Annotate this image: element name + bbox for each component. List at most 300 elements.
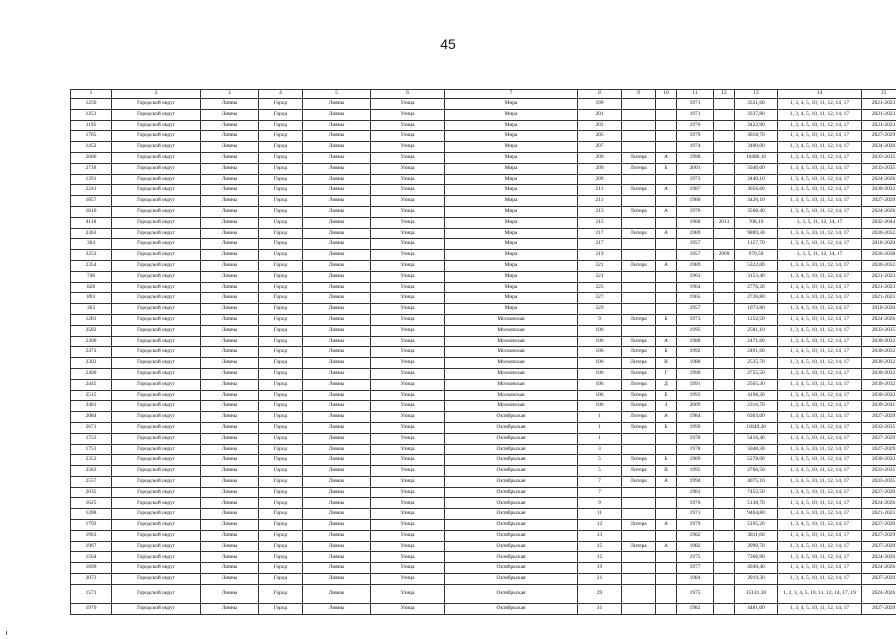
construction-year-cell: 1979 [677, 520, 714, 531]
house-number-cell: 106 [578, 347, 622, 358]
building-letter-cell [656, 487, 677, 498]
planned-period-cell: 2030-2032 [862, 379, 896, 390]
street-cell: Мира [445, 142, 578, 153]
planned-period-cell: 2018-2020 [862, 239, 896, 250]
reconstruction-year-cell [714, 476, 735, 487]
building-letter-cell: А [656, 228, 677, 239]
house-number-cell: 13 [578, 530, 622, 541]
street-type-cell: Улица [371, 282, 445, 293]
building-letter-cell: Б [656, 314, 677, 325]
work-types-cell: 1, 3, 4, 5, 10, 11, 12, 14, 17 [778, 293, 862, 304]
table-row [71, 217, 896, 228]
construction-year-cell: 1976 [677, 206, 714, 217]
municipality-type-cell: Городской округ [112, 444, 201, 455]
area-cell: 7366,90 [735, 552, 778, 563]
settlement-cell: Ливны [303, 379, 371, 390]
planned-period-cell: 2033-2035 [862, 422, 896, 433]
area-cell: 5640,00 [735, 163, 778, 174]
street-type-cell: Улица [371, 206, 445, 217]
municipality-cell: Ливны [201, 433, 259, 444]
building-letter-label-cell: Литера [622, 390, 656, 401]
municipality-type-cell: Городской округ [112, 239, 201, 250]
planned-period-cell: 2021-2023 [862, 509, 896, 520]
street-cell: Московская [445, 314, 578, 325]
municipality-type-cell: Городской округ [112, 325, 201, 336]
street-type-cell: Улица [371, 563, 445, 574]
settlement-cell: Ливны [303, 260, 371, 271]
planned-period-cell: 2030-2032 [862, 390, 896, 401]
planned-period-cell: 2030-2032 [862, 185, 896, 196]
street-type-cell: Улица [371, 541, 445, 552]
settlement-cell: Ливны [303, 271, 371, 282]
planned-period-cell: 2021-2023 [862, 271, 896, 282]
work-types-cell: 1, 3, 4, 5, 10, 11, 12, 14, 17 [778, 336, 862, 347]
municipality-cell: Ливны [201, 584, 259, 603]
municipality-cell: Ливны [201, 282, 259, 293]
table-row [71, 228, 896, 239]
settlement-cell: Ливны [303, 563, 371, 574]
street-type-cell: Улица [371, 325, 445, 336]
area-cell: 9464,80 [735, 509, 778, 520]
building-letter-cell: А [656, 206, 677, 217]
building-letter-cell [656, 120, 677, 131]
table-row [71, 476, 896, 487]
house-number-cell: 227 [578, 293, 622, 304]
work-types-cell: 1, 3, 4, 5, 10, 11, 12, 14, 17 [778, 239, 862, 250]
street-type-cell: Улица [371, 520, 445, 531]
work-types-cell: 1, 3, 4, 5, 10, 11, 12, 14, 17 [778, 574, 862, 585]
area-cell: 15141,30 [735, 584, 778, 603]
area-cell: 4481,00 [735, 603, 778, 614]
settlement-type-cell: Город [259, 239, 303, 250]
area-cell: 3440,10 [735, 174, 778, 185]
settlement-type-cell: Город [259, 466, 303, 477]
municipality-type-cell: Городской округ [112, 552, 201, 563]
id-cell: 2583 [71, 466, 112, 477]
id-cell: 2363 [71, 228, 112, 239]
building-letter-label-cell: Литера [622, 163, 656, 174]
area-cell: 2471,60 [735, 336, 778, 347]
construction-year-cell: 1975 [677, 552, 714, 563]
reconstruction-year-cell [714, 584, 735, 603]
area-cell: 1127,70 [735, 239, 778, 250]
street-cell: Октябрьская [445, 422, 578, 433]
house-number-cell: 217 [578, 228, 622, 239]
reconstruction-year-cell [714, 239, 735, 250]
settlement-type-cell: Город [259, 603, 303, 614]
work-types-cell: 1, 3, 4, 5, 10, 11, 12, 14, 17 [778, 163, 862, 174]
reconstruction-year-cell [714, 293, 735, 304]
work-types-cell: 1, 3, 4, 5, 10, 11, 12, 14, 17 [778, 347, 862, 358]
work-types-cell: 1, 3, 4, 5, 10, 11, 12, 14, 17 [778, 152, 862, 163]
id-cell: 1195 [71, 120, 112, 131]
work-types-cell: 1, 3, 4, 5, 10, 11, 12, 14, 17 [778, 228, 862, 239]
reconstruction-year-cell [714, 347, 735, 358]
municipality-cell: Ливны [201, 347, 259, 358]
planned-period-cell: 2024-2026 [862, 174, 896, 185]
street-type-cell: Улица [371, 603, 445, 614]
id-cell: 2445 [71, 379, 112, 390]
street-cell: Октябрьская [445, 552, 578, 563]
construction-year-cell: 1991 [677, 379, 714, 390]
planned-period-cell: 2027-2029 [862, 541, 896, 552]
building-letter-label-cell: Литера [622, 314, 656, 325]
id-cell: 2354 [71, 260, 112, 271]
building-letter-cell [656, 142, 677, 153]
house-number-cell: 31 [578, 603, 622, 614]
settlement-type-cell: Город [259, 271, 303, 282]
house-number-cell: 1 [578, 433, 622, 444]
municipality-type-cell: Городской округ [112, 498, 201, 509]
table-row [71, 487, 896, 498]
settlement-cell: Ливны [303, 239, 371, 250]
area-cell: 3056,60 [735, 185, 778, 196]
area-cell: 4198,30 [735, 390, 778, 401]
street-cell: Мира [445, 99, 578, 110]
column-header: 9 [622, 90, 656, 99]
building-letter-label-cell [622, 239, 656, 250]
planned-period-cell: 2033-2035 [862, 152, 896, 163]
id-cell: 2515 [71, 390, 112, 401]
settlement-cell: Ливны [303, 422, 371, 433]
reconstruction-year-cell [714, 509, 735, 520]
house-number-cell: 209 [578, 174, 622, 185]
work-types-cell: 1, 3, 4, 5, 10, 11, 12, 14, 17 [778, 455, 862, 466]
municipality-cell: Ливны [201, 455, 259, 466]
municipality-cell: Ливны [201, 444, 259, 455]
house-number-cell: 106 [578, 358, 622, 369]
street-type-cell: Улица [371, 120, 445, 131]
table-row [71, 109, 896, 120]
house-number-cell: 211 [578, 196, 622, 207]
building-letter-label-cell [622, 584, 656, 603]
street-type-cell: Улица [371, 358, 445, 369]
id-cell: 1963 [71, 530, 112, 541]
street-cell: Московская [445, 368, 578, 379]
building-letter-cell: А [656, 520, 677, 531]
building-letter-label-cell: Литера [622, 336, 656, 347]
municipality-type-cell: Городской округ [112, 152, 201, 163]
settlement-type-cell: Город [259, 163, 303, 174]
street-cell: Октябрьская [445, 603, 578, 614]
settlement-type-cell: Город [259, 401, 303, 412]
municipality-cell: Ливны [201, 358, 259, 369]
area-cell: 3400,00 [735, 142, 778, 153]
area-cell: 3337,80 [735, 109, 778, 120]
planned-period-cell: 2033-2035 [862, 163, 896, 174]
settlement-cell: Ливны [303, 304, 371, 315]
house-number-cell: 11 [578, 509, 622, 520]
municipality-type-cell: Городской округ [112, 217, 201, 228]
street-cell: Мира [445, 131, 578, 142]
municipality-cell: Ливны [201, 142, 259, 153]
construction-year-cell: 1971 [677, 109, 714, 120]
id-cell: 1970 [71, 603, 112, 614]
settlement-type-cell: Город [259, 552, 303, 563]
planned-period-cell: 2021-2023 [862, 120, 896, 131]
work-types-cell: 1, 3, 4, 5, 10, 11, 12, 14, 17 [778, 99, 862, 110]
area-cell: 2755,50 [735, 368, 778, 379]
settlement-cell: Ливны [303, 196, 371, 207]
building-letter-label-cell: Литера [622, 228, 656, 239]
reconstruction-year-cell [714, 390, 735, 401]
house-number-cell: 19 [578, 563, 622, 574]
building-letter-label-cell [622, 282, 656, 293]
building-letter-cell: Б [656, 347, 677, 358]
house-number-cell: 217 [578, 239, 622, 250]
id-cell: 828 [71, 282, 112, 293]
settlement-type-cell: Город [259, 584, 303, 603]
building-letter-label-cell [622, 433, 656, 444]
building-letter-label-cell [622, 217, 656, 228]
work-types-cell: 1, 3, 4, 5, 10, 11, 12, 14, 17 [778, 131, 862, 142]
building-letter-label-cell [622, 603, 656, 614]
work-types-cell: 1, 3, 4, 5, 10, 11, 12, 14, 17 [778, 174, 862, 185]
settlement-type-cell: Город [259, 336, 303, 347]
municipality-type-cell: Городской округ [112, 368, 201, 379]
id-cell: 1250 [71, 99, 112, 110]
house-number-cell: 15 [578, 541, 622, 552]
table-row [71, 325, 896, 336]
table-row [71, 530, 896, 541]
municipality-cell: Ливны [201, 498, 259, 509]
municipality-type-cell: Городской округ [112, 422, 201, 433]
table-row [71, 379, 896, 390]
municipality-cell: Ливны [201, 487, 259, 498]
construction-year-cell: 1990 [677, 368, 714, 379]
street-cell: Октябрьская [445, 412, 578, 423]
table-row [71, 282, 896, 293]
street-cell: Октябрьская [445, 433, 578, 444]
house-number-cell: 209 [578, 152, 622, 163]
settlement-cell: Ливны [303, 152, 371, 163]
municipality-type-cell: Городской округ [112, 541, 201, 552]
area-cell: 979,50 [735, 250, 778, 261]
table-row [71, 347, 896, 358]
building-letter-cell [656, 304, 677, 315]
building-letter-label-cell [622, 487, 656, 498]
construction-year-cell: 1982 [677, 530, 714, 541]
building-letter-label-cell [622, 509, 656, 520]
settlement-type-cell: Город [259, 260, 303, 271]
planned-period-cell: 2024-2026 [862, 142, 896, 153]
planned-period-cell: 2024-2026 [862, 498, 896, 509]
municipality-cell: Ливны [201, 530, 259, 541]
building-letter-label-cell [622, 250, 656, 261]
municipality-cell: Ливны [201, 325, 259, 336]
municipality-type-cell: Городской округ [112, 412, 201, 423]
work-types-cell: 1, 3, 4, 5, 10, 11, 12, 14, 17 [778, 325, 862, 336]
house-number-cell: 219 [578, 250, 622, 261]
reconstruction-year-cell [714, 206, 735, 217]
column-header: 10 [656, 90, 677, 99]
municipality-type-cell: Городской округ [112, 455, 201, 466]
reconstruction-year-cell [714, 541, 735, 552]
id-cell: 2353 [71, 455, 112, 466]
work-types-cell: 1, 3, 5, 11, 12, 14, 17 [778, 250, 862, 261]
work-types-cell: 1, 3, 4, 5, 10, 11, 12, 14, 17 [778, 552, 862, 563]
work-types-cell: 1, 3, 4, 5, 10, 11, 12, 14, 17 [778, 563, 862, 574]
street-cell: Мира [445, 228, 578, 239]
settlement-type-cell: Город [259, 444, 303, 455]
work-types-cell: 1, 3, 4, 5, 10, 11, 12, 14, 17 [778, 120, 862, 131]
construction-year-cell: 1992 [677, 347, 714, 358]
construction-year-cell: 1970 [677, 120, 714, 131]
housing-registry-table [70, 89, 896, 615]
planned-period-cell: 2033-2035 [862, 466, 896, 477]
id-cell: 2300 [71, 336, 112, 347]
construction-year-cell: 1980 [677, 196, 714, 207]
construction-year-cell: 1984 [677, 574, 714, 585]
planned-period-cell: 2042-2044 [862, 217, 896, 228]
reconstruction-year-cell [714, 422, 735, 433]
street-cell: Мира [445, 304, 578, 315]
building-letter-label-cell: Литера [622, 466, 656, 477]
table-header-row [71, 90, 896, 99]
id-cell: 2073 [71, 574, 112, 585]
planned-period-cell: 2036-2038 [862, 250, 896, 261]
building-letter-cell: Г [656, 368, 677, 379]
area-cell: 2316,70 [735, 401, 778, 412]
settlement-type-cell: Город [259, 368, 303, 379]
street-type-cell: Улица [371, 509, 445, 520]
work-types-cell: 1, 3, 4, 5, 10, 11, 12, 14, 17 [778, 412, 862, 423]
area-cell: 5195,20 [735, 520, 778, 531]
planned-period-cell: 2027-2029 [862, 196, 896, 207]
building-letter-cell [656, 325, 677, 336]
table-row [71, 455, 896, 466]
area-cell: 5416,40 [735, 433, 778, 444]
settlement-type-cell: Город [259, 390, 303, 401]
construction-year-cell: 1975 [677, 584, 714, 603]
settlement-type-cell: Город [259, 520, 303, 531]
planned-period-cell: 2021-2023 [862, 99, 896, 110]
building-letter-label-cell: Литера [622, 541, 656, 552]
reconstruction-year-cell: 2013 [714, 217, 735, 228]
building-letter-label-cell: Литера [622, 358, 656, 369]
table-row [71, 304, 896, 315]
house-number-cell: 201 [578, 109, 622, 120]
area-cell: 3618,70 [735, 131, 778, 142]
settlement-type-cell: Город [259, 422, 303, 433]
settlement-type-cell: Город [259, 282, 303, 293]
municipality-cell: Ливны [201, 109, 259, 120]
municipality-cell: Ливны [201, 304, 259, 315]
municipality-type-cell: Городской округ [112, 228, 201, 239]
municipality-type-cell: Городской округ [112, 466, 201, 477]
work-types-cell: 1, 3, 4, 5, 10, 11, 12, 14, 17 [778, 401, 862, 412]
table-row [71, 422, 896, 433]
id-cell: 364 [71, 239, 112, 250]
settlement-cell: Ливны [303, 336, 371, 347]
house-number-cell: 15 [578, 552, 622, 563]
house-number-cell: 100 [578, 325, 622, 336]
house-number-cell: 106 [578, 390, 622, 401]
street-type-cell: Улица [371, 271, 445, 282]
municipality-type-cell: Городской округ [112, 401, 201, 412]
building-letter-cell [656, 498, 677, 509]
street-cell: Московская [445, 401, 578, 412]
municipality-cell: Ливны [201, 196, 259, 207]
building-letter-cell [656, 282, 677, 293]
area-cell: 2535,70 [735, 358, 778, 369]
settlement-cell: Ливны [303, 250, 371, 261]
page-number: 45 [440, 36, 456, 52]
reconstruction-year-cell [714, 131, 735, 142]
id-cell: 1793 [71, 520, 112, 531]
area-cell: 5138,70 [735, 498, 778, 509]
street-cell: Октябрьская [445, 541, 578, 552]
municipality-type-cell: Городской округ [112, 476, 201, 487]
reconstruction-year-cell [714, 466, 735, 477]
settlement-cell: Ливны [303, 217, 371, 228]
column-header: 8 [578, 90, 622, 99]
construction-year-cell: 1994 [677, 476, 714, 487]
work-types-cell: 1, 3, 4, 5, 10, 11, 12, 14, 17 [778, 390, 862, 401]
reconstruction-year-cell [714, 563, 735, 574]
street-cell: Московская [445, 379, 578, 390]
work-types-cell: 1, 2, 3, 4, 5, 10, 11, 12, 14, 17, 19 [778, 584, 862, 603]
settlement-cell: Ливны [303, 131, 371, 142]
municipality-cell: Ливны [201, 163, 259, 174]
reconstruction-year-cell [714, 142, 735, 153]
id-cell: 2302 [71, 358, 112, 369]
column-header: 3 [201, 90, 259, 99]
id-cell: 2473 [71, 347, 112, 358]
settlement-cell: Ливны [303, 584, 371, 603]
settlement-cell: Ливны [303, 174, 371, 185]
area-cell: 5322,00 [735, 260, 778, 271]
planned-period-cell: 2024-2026 [862, 206, 896, 217]
id-cell: 1785 [71, 131, 112, 142]
municipality-type-cell: Городской округ [112, 487, 201, 498]
id-cell: 1281 [71, 314, 112, 325]
construction-year-cell: 1965 [677, 293, 714, 304]
municipality-cell: Ливны [201, 99, 259, 110]
table-row [71, 142, 896, 153]
municipality-cell: Ливны [201, 603, 259, 614]
column-header: 14 [778, 90, 862, 99]
construction-year-cell: 1963 [677, 271, 714, 282]
house-number-cell: 7 [578, 487, 622, 498]
table-row [71, 390, 896, 401]
street-type-cell: Улица [371, 444, 445, 455]
reconstruction-year-cell [714, 368, 735, 379]
area-cell: 2581,10 [735, 325, 778, 336]
reconstruction-year-cell: 2009 [714, 250, 735, 261]
construction-year-cell: 1957 [677, 239, 714, 250]
municipality-cell: Ливны [201, 520, 259, 531]
area-cell: 3919,30 [735, 574, 778, 585]
table-row [71, 541, 896, 552]
municipality-type-cell: Городской округ [112, 163, 201, 174]
table-row [71, 293, 896, 304]
work-types-cell: 1, 3, 4, 5, 10, 11, 12, 14, 17 [778, 282, 862, 293]
scan-edge-mark [6, 631, 7, 635]
settlement-cell: Ливны [303, 552, 371, 563]
reconstruction-year-cell [714, 304, 735, 315]
settlement-type-cell: Город [259, 250, 303, 261]
construction-year-cell: 1971 [677, 99, 714, 110]
id-cell: 1625 [71, 498, 112, 509]
construction-year-cell: 1989 [677, 228, 714, 239]
municipality-cell: Ливны [201, 390, 259, 401]
building-letter-label-cell: Литера [622, 260, 656, 271]
work-types-cell: 1, 3, 4, 5, 10, 11, 12, 14, 17 [778, 603, 862, 614]
reconstruction-year-cell [714, 152, 735, 163]
house-number-cell: 221 [578, 260, 622, 271]
building-letter-cell: А [656, 412, 677, 423]
